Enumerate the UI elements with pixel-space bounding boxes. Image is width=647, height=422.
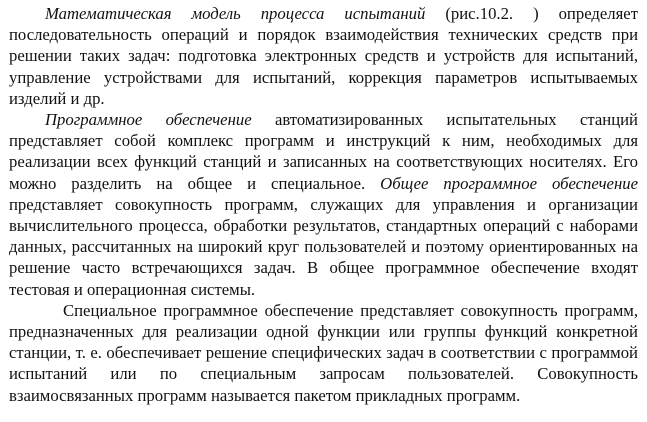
term-math-model: Математическая модель процесса испытаний (45, 4, 426, 23)
term-software: Программное обеспечение (45, 110, 252, 130)
paragraph-text: Специальное программное обеспечение представляет совокупность программ, предназначенных для реализации одной функции или группы функций конкретной станции, т. е. обеспечивает решение специфических задач в соответствии с программой испытаний или по специальным запросам пользователей. Совокупность взаимосвязанных программ называется пакетом прикладных программ. (9, 300, 638, 405)
paragraph-software (9, 109, 638, 300)
paragraph-math-model (9, 3, 638, 109)
paragraph-text: представляет совокупность программ, служащих для управления и организации вычислительного процесса, обработки результатов, стандартных операций с наборами данных, рассчитанных на широкий круг пользователей и поэтому ориентированных на решение часто встречающихся задач. В общее программное обеспечение входят тестовая и операционная системы. (9, 194, 638, 299)
paragraph-text: автоматизированных испытательных станций представляет собой комплекс программ и инструкций к ним, необходимых для реализации всех функций станций и записанных на соответствующих носителях. Его можно разделить на общее и специальное. (9, 110, 638, 193)
term-general-software: Общее программное обеспечение (380, 173, 638, 193)
paragraph-text: (рис.10.2. ) определяет последовательность операций и порядок взаимодействия технических средств при решении таких задач: подготовка электронных средств и устройств для испытаний, управление устройствами для испытаний, коррекция параметров испытываемых изделий и др. (9, 4, 638, 108)
paragraph-special-software (9, 300, 638, 406)
